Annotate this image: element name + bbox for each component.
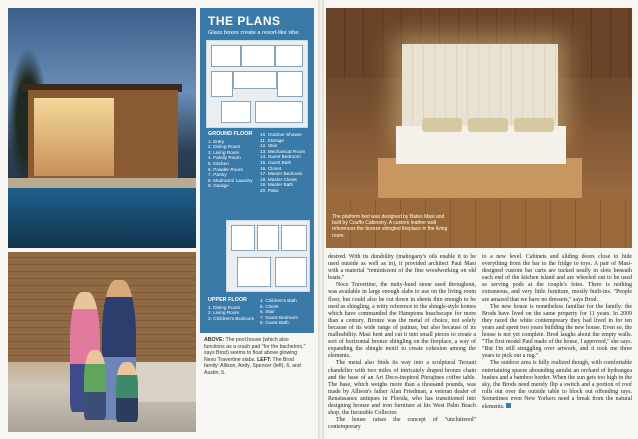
upper-floor-list-left [208,298,260,321]
plan-item: 12. Stair [260,143,278,149]
plan-item: 7. Guest Bedroom [260,314,299,320]
article-paragraph: The metal also finds its way into a sculptural Terzani chandelier with two miles of intricately draped bronze chain and the base of an Art Deco-inspired Pierajines coffee table. The base, which weighs more than a thousand pounds, was made by Allison's father Alan Friedman, a veteran dealer of Renaissance antiques in Florida, who has transitioned into designing bronze and iron furniture at his West Palm Beach shop, the Incurable Collector. [328,360,476,417]
plan-item: 6. Powder Room [208,166,243,172]
plan-item: 5. Kitchen [208,160,229,166]
ground-floor-heading: GROUND FLOOR [208,131,253,137]
plan-room [211,45,241,67]
person-spencer [84,350,106,420]
page-gutter [318,0,324,439]
pillow [468,118,508,132]
plans-title: THE PLANS [208,14,281,28]
plan-item: 9. Garage [208,183,229,189]
square-end-mark-icon [506,403,511,408]
plan-room [275,45,303,67]
plan-item: 14. Guest Bedroom [260,154,301,160]
article-paragraph: Noce Travertine, the nutty-hued stone used throughout, was available in large enough slabs to use on the living room floor, but could also be cut down in sheets thin enough to be used as shingling, a witty reference to the shingle-style homes which have commanded the Hamptons beachscape for more than a century. Bronze was the metal of choice, not solely because of its wide range of patinas, but also because of its malleability. Masi bent and cut it into small pieces to create a sort of horizontal bronze shingling on the fireplace, a way of expanding the shingle motif to create cohesion among the elements. [328,282,476,360]
plan-room [275,257,307,287]
pillow [422,118,462,132]
upper-floor-list-right [260,298,312,326]
plan-item: 17. Master Bedroom [260,171,303,177]
plan-room [233,71,277,89]
plan-item: 10. Outdoor Shower [260,132,302,137]
plan-item: 2. Living Room [208,310,240,316]
plan-item: 11. Storage [260,137,284,143]
plan-item: 1. Dining Room [208,304,241,310]
plan-item: 7. Pantry [208,172,227,178]
plan-item: 2. Dining Room [208,144,241,150]
plan-item: 8. Guest Bath [260,320,289,326]
plan-room [241,45,275,67]
plan-item: 6. Stair [260,309,275,315]
plan-room [281,225,307,251]
bedroom-photo [326,8,632,248]
upper-floor-plan [226,220,310,292]
article-paragraph: The new house is nonetheless familiar for the family: the Brods have lived on the same property for 11 years. In 2009 they razed the white contemporary they had lived in for ten years and spent two years building the new house. Even so, the house is not yet complete. Brod laughs about the empty walls. "The first model Paul made of the house, I approved," she says. "But I'm still struggling over artwork, and it took me three years to pick out a rug." [482,303,632,360]
article-paragraph: The house raises the concept of "uncluttered" contemporary [328,417,476,431]
plan-room [257,225,279,251]
plan-item: 3. Living Room [208,149,240,155]
caption-text [200,335,310,379]
plan-item: 13. Mechanical Room [260,148,306,154]
plan-item: 3. Children's Bedroom [208,315,255,321]
article-paragraph: desired. With its durability (mahogany's oils enable it to be used outside as well as in), it provided architect Paul Masi with a material "reminiscent of the fine woodworking on old boats." [328,254,476,282]
platform-bed-base [378,158,582,198]
article-column-2 [482,254,632,411]
caption-left-text: The Brod family: Allison, Andy, Spencer (left), 6, and Austin, 5. [204,356,301,376]
plan-item: 4. Children's Bath [260,298,297,303]
caption-label-above: ABOVE: [204,337,225,343]
article-paragraph [482,360,632,411]
pool-house-photo [8,8,196,248]
plan-item: 19. Master Bath [260,182,294,188]
article-paragraph-text: The outdoor area is fully realized though, with comfortable entertaining spaces abounding amidst an orchard of hydrangea bushes and a bamboo border. When the sun gets too high in the sky, the Brods need merely flip a switch and a portion of roof rolls out over the outside table to block out offending rays. Sometimes even New Yorkers need a break from the natural elements. [482,360,632,410]
plan-room [221,101,251,123]
plan-item: 4. Family Room [208,155,241,161]
article-paragraph: to a new level. Cabinets and sliding doors close to hide everything from the bar to the fridge to toys. A pair of Masi-designed custom bar carts are tucked neatly in slots beneath each end of the kitchen island and are wheeled out to be used as serving pods at the couple's fetes. There is nothing extraneous, and very little furniture, mostly built-ins. "People are amazed that we have no dressers," says Brod. [482,254,632,303]
plan-room [231,225,255,251]
plan-room [277,71,303,97]
person-austin [116,362,138,422]
plan-item: 5. Closet [260,303,279,309]
plan-item: 18. Master Closet [260,176,297,182]
ground-floor-list-right [260,132,312,194]
plan-item: 15. Guest Bath [260,159,292,165]
plans-subtitle: Glass boxes create a resort-like vibe. [208,30,301,36]
ground-floor-plan [206,40,308,128]
ground-floor-list-left [208,132,260,189]
pool-house-glass [34,98,114,176]
photo-caption [200,335,310,435]
plan-item: 1. Entry [208,138,225,144]
bedroom-caption: The platform bed was designed by Bates Masi and built by Couffo Cabinetry. A custom leather wall references the bronze shingled fireplace in the living room. [332,214,448,239]
plan-item: 8. Mudroom/ Laundry [208,177,253,183]
caption-label-left: LEFT: [257,356,272,363]
plan-item: 16. Closet [260,165,282,171]
plan-room [237,257,271,287]
plan-item: 20. Patio [260,187,279,193]
pillow [514,118,554,132]
upper-floor-heading: UPPER FLOOR [208,297,247,303]
article-column-1 [328,254,476,431]
family-photo [8,252,196,432]
caption-above-text: The pool house (which also functions as a crash pad "for the bachelors," says Brod) seems to float above glowing Nexo Travertine slabs. [204,337,306,363]
pool-water [8,188,196,248]
plans-panel [200,8,314,333]
plan-room [255,101,303,123]
plan-room [211,71,233,97]
